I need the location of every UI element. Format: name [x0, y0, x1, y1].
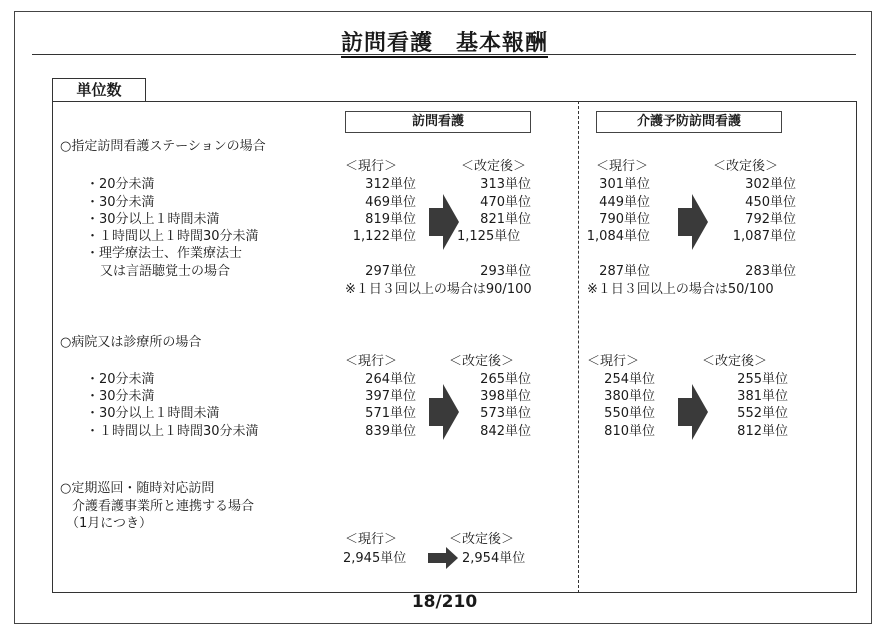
station-nursing-revised-1: 313単位 [480, 177, 531, 192]
hospital-nursing-current-label: ＜現行＞ [345, 354, 398, 369]
hospital-nursing-revised-3: 573単位 [480, 406, 531, 421]
station-prev-therapist-current: 287単位 [599, 264, 650, 279]
station-prev-current-1: 301単位 [599, 177, 650, 192]
station-nursing-revised-label: ＜改定後＞ [461, 159, 527, 174]
station-prev-revised-3: 792単位 [745, 212, 796, 227]
station-nursing-therapist-current: 297単位 [365, 264, 416, 279]
hospital-prev-current-3: 550単位 [604, 406, 655, 421]
arrow-right-icon [429, 194, 459, 250]
regular-heading-3: （1月につき） [66, 516, 153, 531]
page-title-text: 訪問看護 基本報酬 [340, 31, 548, 56]
unit-tab: 単位数 [52, 78, 146, 102]
hospital-nursing-current-2: 397単位 [365, 389, 416, 404]
hospital-prev-current-label: ＜現行＞ [587, 354, 640, 369]
regular-heading-1: ○定期巡回・随時対応訪問 [60, 481, 215, 496]
station-prev-note: ※１日３回以上の場合は50/100 [587, 282, 774, 297]
hospital-prev-revised-3: 552単位 [737, 406, 788, 421]
hospital-prev-revised-2: 381単位 [737, 389, 788, 404]
station-nursing-note: ※１日３回以上の場合は90/100 [345, 282, 532, 297]
station-prev-therapist-revised: 283単位 [745, 264, 796, 279]
hospital-prev-current-1: 254単位 [604, 372, 655, 387]
regular-revised: 2,954単位 [462, 551, 526, 566]
station-nursing-current-3: 819単位 [365, 212, 416, 227]
station-prev-current-2: 449単位 [599, 195, 650, 210]
station-nursing-current-4: 1,122単位 [352, 229, 416, 244]
hospital-row-1: ・20分未満 [86, 372, 155, 387]
hospital-prev-current-2: 380単位 [604, 389, 655, 404]
station-nursing-revised-2: 470単位 [480, 195, 531, 210]
station-row-4: ・１時間以上１時間30分未満 [86, 229, 259, 244]
arrow-right-icon [678, 194, 708, 250]
regular-current: 2,945単位 [343, 551, 407, 566]
station-prev-current-3: 790単位 [599, 212, 650, 227]
station-nursing-revised-4: 1,125単位 [457, 229, 521, 244]
station-row-5b: 又は言語聴覚士の場合 [100, 264, 231, 279]
hospital-prev-revised-1: 255単位 [737, 372, 788, 387]
station-nursing-current-label: ＜現行＞ [345, 159, 398, 174]
hospital-nursing-current-3: 571単位 [365, 406, 416, 421]
station-nursing-revised-3: 821単位 [480, 212, 531, 227]
station-row-3: ・30分以上１時間未満 [86, 212, 220, 227]
hospital-prev-revised-4: 812単位 [737, 424, 788, 439]
station-heading: ○指定訪問看護ステーションの場合 [60, 139, 266, 154]
hospital-row-3: ・30分以上１時間未満 [86, 406, 220, 421]
hospital-nursing-revised-4: 842単位 [480, 424, 531, 439]
regular-current-label: ＜現行＞ [345, 532, 398, 547]
arrow-right-icon [428, 547, 458, 569]
station-prev-revised-label: ＜改定後＞ [713, 159, 779, 174]
column-divider [578, 101, 579, 593]
hospital-prev-revised-label: ＜改定後＞ [702, 354, 768, 369]
arrow-right-icon [429, 384, 459, 440]
page-number: 18/210 [411, 592, 478, 612]
station-prev-revised-4: 1,087単位 [732, 229, 796, 244]
regular-revised-label: ＜改定後＞ [449, 532, 515, 547]
page-title [0, 26, 889, 57]
station-row-2: ・30分未満 [86, 195, 155, 210]
station-prev-current-4: 1,084単位 [586, 229, 650, 244]
station-nursing-therapist-revised: 293単位 [480, 264, 531, 279]
arrow-right-icon [678, 384, 708, 440]
station-prev-revised-2: 450単位 [745, 195, 796, 210]
station-prev-revised-1: 302単位 [745, 177, 796, 192]
hospital-nursing-revised-1: 265単位 [480, 372, 531, 387]
station-row-1: ・20分未満 [86, 177, 155, 192]
station-row-5: ・理学療法士、作業療法士 [86, 246, 243, 261]
station-nursing-current-2: 469単位 [365, 195, 416, 210]
station-nursing-current-1: 312単位 [365, 177, 416, 192]
regular-heading-2: 介護看護事業所と連携する場合 [72, 499, 255, 514]
hospital-nursing-revised-label: ＜改定後＞ [449, 354, 515, 369]
hospital-nursing-current-1: 264単位 [365, 372, 416, 387]
hospital-prev-current-4: 810単位 [604, 424, 655, 439]
hospital-nursing-current-4: 839単位 [365, 424, 416, 439]
header-prevention: 介護予防訪問看護 [596, 111, 782, 133]
station-prev-current-label: ＜現行＞ [596, 159, 649, 174]
hospital-row-4: ・１時間以上１時間30分未満 [86, 424, 259, 439]
hospital-nursing-revised-2: 398単位 [480, 389, 531, 404]
title-rule [32, 54, 856, 55]
hospital-row-2: ・30分未満 [86, 389, 155, 404]
header-nursing: 訪問看護 [345, 111, 531, 133]
hospital-heading: ○病院又は診療所の場合 [60, 335, 202, 350]
